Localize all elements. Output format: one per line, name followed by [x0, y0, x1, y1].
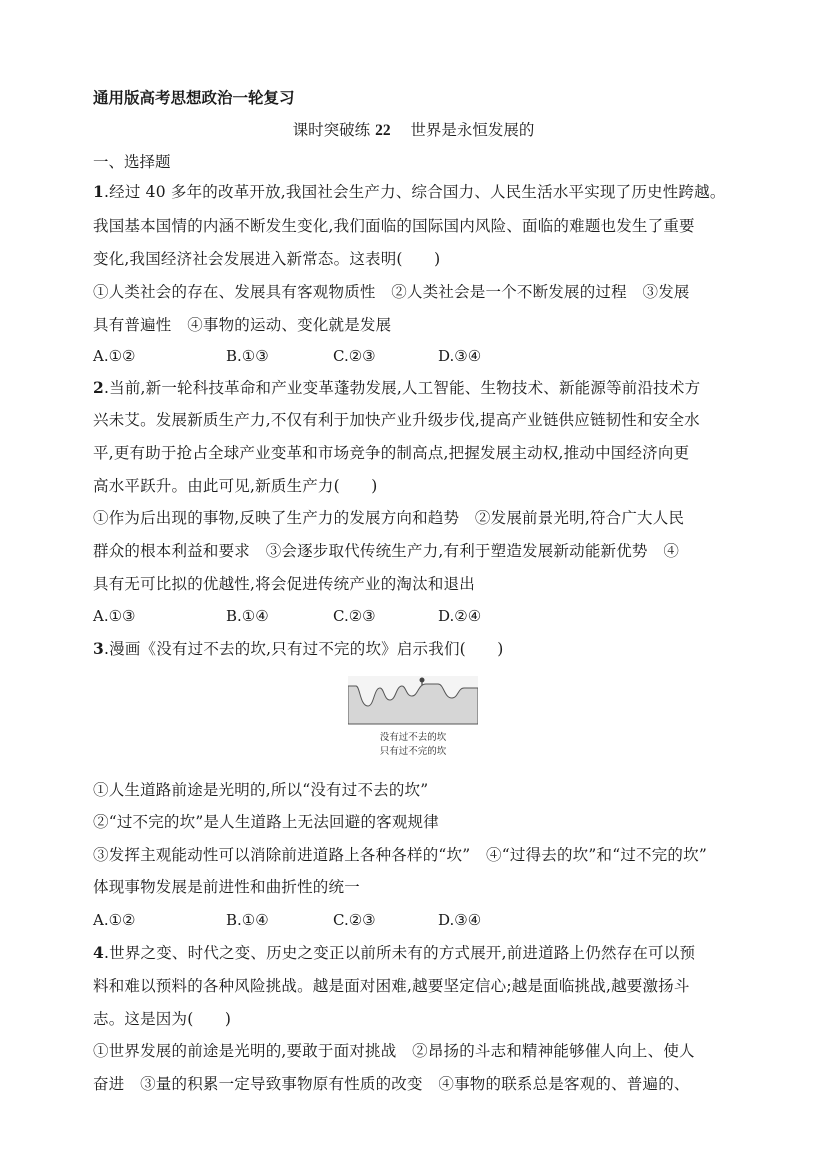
cartoon-figure [348, 676, 478, 760]
q3-option-d[interactable]: D.③④ [438, 911, 482, 929]
q4-stem-line-2: 料和难以预料的各种风险挑战。越是面对困难,越要坚定信心;越是面临挑战,越要激扬斗 [93, 977, 690, 995]
q1-option-b[interactable]: B.①③ [226, 347, 269, 365]
q3-option-b[interactable]: B.①④ [226, 911, 269, 929]
q1-number: 1 [93, 182, 104, 201]
q3-choice-line-1: ①人生道路前途是光明的,所以“没有过不去的坎” [93, 781, 429, 799]
q3-option-a[interactable]: A.①② [93, 911, 136, 929]
q3-option-c[interactable]: C.②③ [333, 911, 376, 929]
q2-stem-line-1: 2.当前,新一轮科技革命和产业变革蓬勃发展,人工智能、生物技术、新能源等前沿技术方 [93, 378, 701, 397]
cartoon-caption-line-2: 只有过不完的坎 [379, 746, 447, 757]
section-heading: 一、选择题 [93, 153, 171, 171]
q3-stem-line-1: 3.漫画《没有过不去的坎,只有过不完的坎》启示我们( ) [93, 639, 504, 658]
q1-option-d[interactable]: D.③④ [438, 347, 482, 365]
page-title [0, 118, 827, 140]
q2-choice-line-2: 群众的根本利益和要求 ③会逐步取代传统生产力,有利于塑造发展新动能新优势 ④ [93, 542, 680, 560]
q2-option-b[interactable]: B.①④ [226, 607, 269, 625]
q3-choice-line-3: ③发挥主观能动性可以消除前进道路上各种各样的“坎” ④“过得去的坎”和“过不完的坎” [93, 846, 707, 864]
q4-stem-line-1: 4.世界之变、时代之变、历史之变正以前所未有的方式展开,前进道路上仍然存在可以预 [93, 943, 696, 962]
q3-choice-line-2: ②“过不完的坎”是人生道路上无法回避的客观规律 [93, 813, 439, 831]
q4-choice-line-1: ①世界发展的前途是光明的,要敢于面对挑战 ②昂扬的斗志和精神能够催人向上、使人 [93, 1042, 695, 1060]
q4-stem-line-3: 志。这是因为( ) [93, 1010, 232, 1028]
q1-stem-line-3: 变化,我国经济社会发展进入新常态。这表明( ) [93, 250, 441, 268]
q2-choice-line-1: ①作为后出现的事物,反映了生产力的发展方向和趋势 ②发展前景光明,符合广大人民 [93, 509, 685, 527]
title-prefix: 课时突破练 [292, 121, 371, 139]
q1-choice-line-2: 具有普遍性 ④事物的运动、变化就是发展 [93, 316, 392, 334]
q2-option-a[interactable]: A.①③ [93, 607, 136, 625]
document-header: 通用版高考思想政治一轮复习 [93, 89, 295, 107]
q2-stem-line-2: 兴未艾。发展新质生产力,不仅有利于加快产业升级步伐,提高产业链供应链韧性和安全水 [93, 411, 700, 429]
title-number: 22 [375, 122, 391, 139]
q2-stem-line-4: 高水平跃升。由此可见,新质生产力( ) [93, 477, 378, 495]
cartoon-landscape [348, 676, 478, 760]
q1-choice-line-1: ①人类社会的存在、发展具有客观物质性 ②人类社会是一个不断发展的过程 ③发展 [93, 283, 690, 301]
q2-stem-line-3: 平,更有助于抢占全球产业变革和市场竞争的制高点,把握发展主动权,推动中国经济向更 [93, 444, 690, 462]
q1-option-c[interactable]: C.②③ [333, 347, 376, 365]
q2-choice-line-3: 具有无可比拟的优越性,将会促进传统产业的淘汰和退出 [93, 575, 475, 593]
q2-option-d[interactable]: D.②④ [438, 607, 482, 625]
q3-choice-line-4: 体现事物发展是前进性和曲折性的统一 [93, 878, 360, 896]
title-suffix: 世界是永恒发展的 [410, 121, 535, 139]
q1-option-a[interactable]: A.①② [93, 347, 136, 365]
q1-stem-line-1: 1.经过 40 多年的改革开放,我国社会生产力、综合国力、人民生活水平实现了历史性跨越。 [93, 182, 726, 201]
q4-choice-line-2: 奋进 ③量的积累一定导致事物原有性质的改变 ④事物的联系总是客观的、普遍的、 [93, 1075, 690, 1093]
q2-number: 2 [93, 378, 104, 397]
cartoon-caption-line-1: 没有过不去的坎 [379, 732, 447, 743]
q1-stem-line-2: 我国基本国情的内涵不断发生变化,我们面临的国际国内风险、面临的难题也发生了重要 [93, 217, 695, 235]
q3-number: 3 [93, 639, 104, 658]
q2-option-c[interactable]: C.②③ [333, 607, 376, 625]
q4-number: 4 [93, 943, 104, 962]
